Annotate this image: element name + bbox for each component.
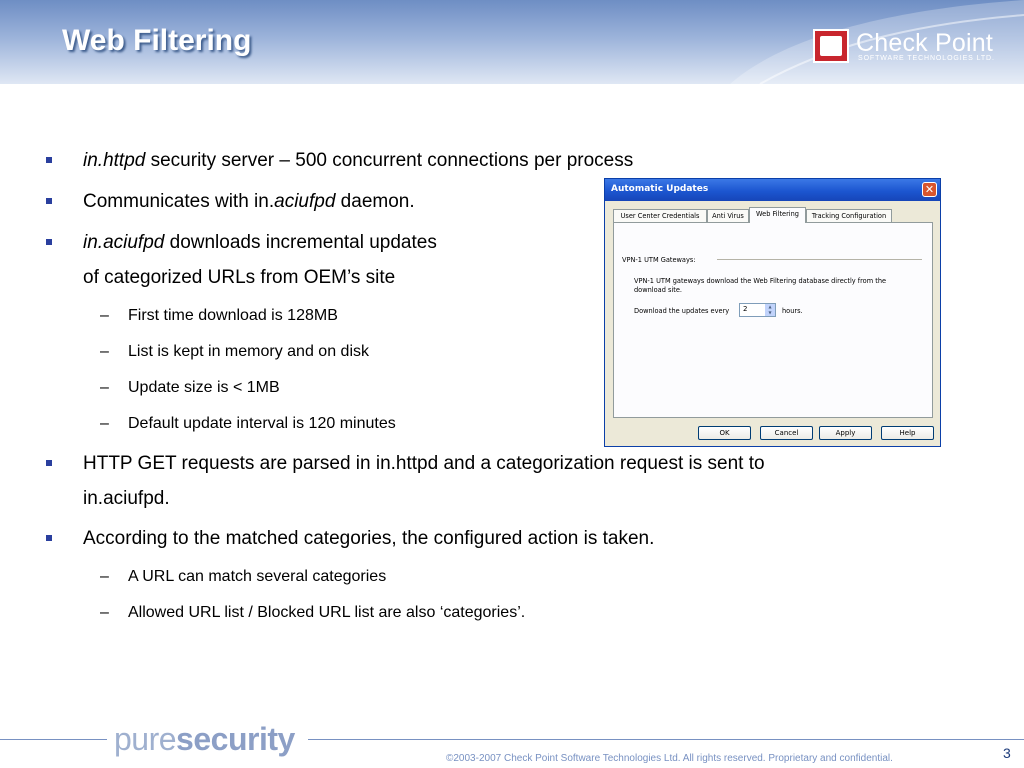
bullet-text: First time download is 128MB — [128, 307, 338, 324]
bullet-square-icon — [46, 157, 52, 163]
bullet-square-icon — [46, 239, 52, 245]
bullet-item — [83, 481, 170, 517]
bullet-square-icon — [46, 460, 52, 466]
sub-bullet-item — [100, 340, 369, 364]
cancel-button[interactable]: Cancel — [760, 426, 813, 440]
bullet-item — [83, 446, 765, 482]
group-divider — [717, 259, 922, 260]
bullet-item — [83, 143, 633, 179]
sub-bullet-item — [100, 565, 387, 589]
ok-button[interactable]: OK — [698, 426, 751, 440]
tab-user-center-credentials[interactable]: User Center Credentials — [613, 209, 707, 222]
bullet-dash: – — [100, 568, 109, 585]
bullet-dash: – — [100, 415, 109, 432]
bullet-item — [83, 260, 395, 296]
footer-line-right — [308, 739, 1024, 740]
bullet-square-icon — [46, 535, 52, 541]
help-button[interactable]: Help — [881, 426, 934, 440]
bullet-text: According to the matched categories, the configured action is taken. — [83, 528, 655, 549]
interval-value[interactable]: 2 — [743, 305, 748, 313]
logo-subtitle: SOFTWARE TECHNOLOGIES LTD. — [858, 55, 995, 62]
dialog-titlebar — [605, 179, 940, 201]
page-number: 3 — [1003, 745, 1011, 761]
bullet-text: Allowed URL list / Blocked URL list are also ‘categories’. — [128, 604, 526, 621]
tab-web-filtering[interactable]: Web Filtering — [749, 207, 806, 223]
copyright-text: ©2003-2007 Check Point Software Technologies Ltd. All rights reserved. Proprietary and confidential. — [446, 753, 893, 764]
bullet-text: of categorized URLs from OEM’s site — [83, 267, 396, 288]
brand-light: pure — [114, 721, 177, 757]
bullet-text: daemon. — [335, 191, 415, 212]
bullet-text: in.httpd — [83, 150, 146, 171]
interval-spinner[interactable] — [739, 303, 776, 317]
bullet-text: Communicates with in. — [83, 191, 275, 212]
brand-bold: security — [176, 721, 295, 757]
bullet-text: Update size is < 1MB — [128, 379, 280, 396]
tab-panel-web-filtering — [613, 222, 933, 418]
dialog-title: Automatic Updates — [611, 184, 709, 194]
download-interval-label: Download the updates every — [634, 307, 730, 315]
bullet-item — [83, 184, 415, 220]
bullet-text: in.aciufpd. — [83, 488, 170, 509]
bullet-text: in.aciufpd — [83, 232, 165, 253]
sub-bullet-item — [100, 601, 526, 625]
puresecurity-logo — [114, 721, 295, 758]
bullet-dash: – — [100, 343, 109, 360]
bullet-text: List is kept in memory and on disk — [128, 343, 369, 360]
tab-anti-virus[interactable]: Anti Virus — [707, 209, 749, 222]
group-label: VPN-1 UTM Gateways: — [622, 256, 696, 264]
sub-bullet-item — [100, 412, 396, 436]
spinner-arrows-icon[interactable]: ▲ ▼ — [765, 304, 775, 316]
bullet-item — [83, 521, 654, 557]
tab-tracking-configuration[interactable]: Tracking Configuration — [806, 209, 892, 222]
apply-button[interactable]: Apply — [819, 426, 872, 440]
bullet-item — [83, 225, 437, 261]
interval-unit: hours. — [782, 307, 803, 315]
logo-name: Check Point — [856, 29, 993, 57]
bullet-text: downloads incremental updates — [164, 232, 437, 253]
bullet-text: A URL can match several categories — [128, 568, 387, 585]
bullet-text: Default update interval is 120 minutes — [128, 415, 396, 432]
slide-title: Web Filtering — [62, 24, 252, 57]
footer-line-left — [0, 739, 107, 740]
sub-bullet-item — [100, 304, 338, 328]
bullet-text: aciufpd — [274, 191, 336, 212]
bullet-square-icon — [46, 198, 52, 204]
bullet-dash: – — [100, 379, 109, 396]
close-icon[interactable]: ✕ — [922, 182, 937, 197]
bullet-text: HTTP GET requests are parsed in in.httpd and a categorization request is sent to — [83, 453, 765, 474]
bullet-dash: – — [100, 307, 109, 324]
bullet-dash: – — [100, 604, 109, 621]
description-text: VPN-1 UTM gateways download the Web Filtering database directly from the download site. — [634, 277, 887, 294]
sub-bullet-item — [100, 376, 280, 400]
bullet-text: security server – 500 concurrent connections per process — [145, 150, 634, 171]
automatic-updates-dialog — [604, 178, 941, 447]
